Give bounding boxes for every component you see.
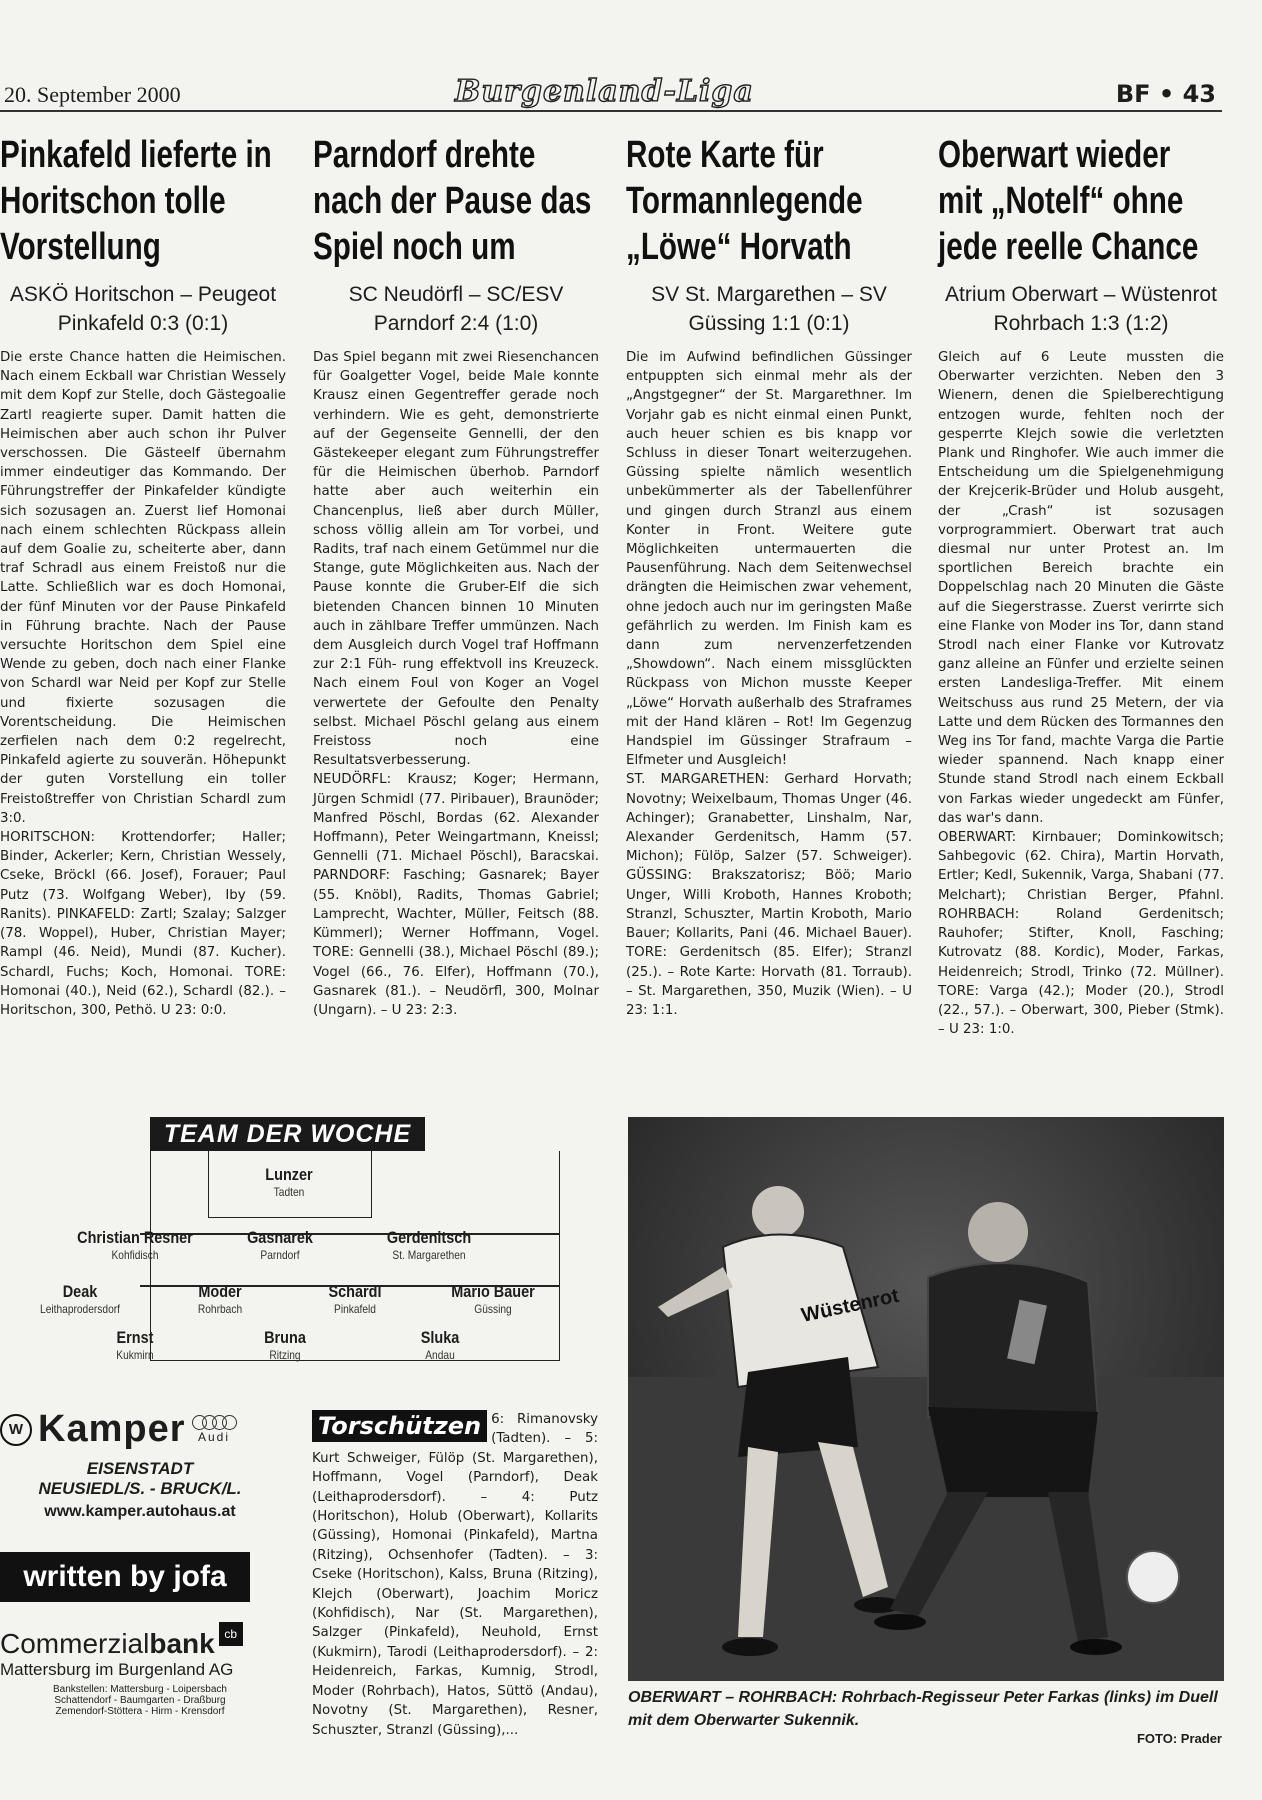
bank-subtitle: Mattersburg im Burgenland AG	[0, 1660, 234, 1679]
player-club: Kukmirn	[116, 1348, 154, 1362]
player-forward	[365, 1328, 515, 1362]
player-name: Deak	[62, 1282, 98, 1301]
article-body	[626, 348, 912, 1020]
kamper-location1: EISENSTADT	[86, 1459, 194, 1478]
bank-name-part2: bank	[149, 1628, 215, 1659]
kamper-name: Kamper	[38, 1408, 186, 1450]
article-text: Die im Aufwind befindlichen Güssinger entpuppten sich einmal mehr als der „Angstgegner“ der St. Margarethner. Im Vorjahr gab es nicht einmal einen Punkt, auch heuer schien es bis knapp vor Schluss in dieser Tonart weiterzugehen. Güssing spielte nämlich wesentlich unbekümmerter als der Tabellenführer und gingen durch Stranzl aus einem Konter in Front. Weitere gute Möglichkeiten untermauerten die Pausenführung. Nach dem Seitenwechsel drängten die Heimischen zwar vehement, ohne jedoch auch nur im geringsten Maße gefährlich zu werden. Im Finish kam es dann zum nervenzerfetzenden „Showdown“. Nach einem missglückten Rückpass von Michon musste Keeper „Löwe“ Horvath außerhalb des Straframes mit der Hand klären – Rot! Im Gegenzug Handspiel im Güssinger Strafraum – Elfmeter und Ausgleich!	[626, 350, 912, 769]
player-club: Andau	[425, 1348, 455, 1362]
player-name: Lunzer	[265, 1165, 313, 1184]
bank-logo-icon: cb	[219, 1622, 243, 1646]
player-forward	[210, 1328, 360, 1362]
player-club: Güssing	[474, 1302, 512, 1316]
match-photo	[628, 1117, 1224, 1681]
player-name: Bruna	[264, 1328, 306, 1347]
page-number: BF • 43	[1115, 80, 1216, 108]
bank-branches: Zemendorf-Stöttera - Hirm - Krensdorf	[55, 1706, 225, 1717]
player-forward	[60, 1328, 210, 1362]
top-scorers	[312, 1410, 598, 1740]
match-teams: SV St. Margarethen – SV Güssing 1:1 (0:1)	[651, 283, 887, 335]
player-club: Parndorf	[260, 1248, 300, 1262]
lineups: ST. MARGARETHEN: Gerhard Horvath; Novotny; Weixelbaum, Thomas Unger (46. Achinger); Granabetter, Linshalm, Nar, Alexander Gerdenitsch, Hamm (57. Michon); Fülöp, Salzer (57. Schweiger). GÜSSING: Brakszatorisz; Böö; Mario Unger, Willi Kroboth, Hannes Kroboth; Stranzl, Schuszter, Martin Kroboth, Mario Bauer; Kollarits, Pani (46. Michael Bauer). TORE: Gerdenitsch (85. Elfer); Stranzl (25.). – Rote Karte: Horvath (81. Torraub). – St. Margarethen, 350, Muzik (Wien). – U 23: 1:1.	[626, 772, 912, 1018]
player-club: Pinkafeld	[334, 1302, 376, 1316]
player-name: Gasnarek	[247, 1228, 313, 1247]
player-defender	[205, 1228, 355, 1262]
player-name: Ernst	[116, 1328, 154, 1347]
article-text: Gleich auf 6 Leute mussten die Oberwarter verzichten. Neben den 3 Wienern, denen die Spielberechtigung entzogen wurde, fehlten noch der gesperrte Klejch sowie die verletzten Plank und Ringhofer. Wie auch immer die Entscheidung um die Spielgenehmigung der Krejcerik-Brüder und Holub ausgeht, der „Crash“ ist sozusagen vorprogrammiert. Oberwart trat auch diesmal nur unter Protest an. Im sportlichen Bereich brachte ein Doppelschlag nach 20 Minuten die Gäste auf die Siegerstrasse. Zuerst verirrte sich eine Flanke von Moder ins Tor, dann stand Strodl nach einer Flanke vor Kutrovatz ganz alleine an Fünfer und erzielte seinen ersten Landesliga-Treffer. Mit einem Weitschuss aus rund 25 Metern, der via Latte und dem Rücken des Tormannes den Weg ins Tor fand, machte Varga die Partie wieder spannend. Nach knapp einer Stunde stand Strodl nach einem Eckball von Farkas wieder ungedeckt am Fünfer, das war's dann.	[938, 350, 1224, 826]
article-text: Das Spiel begann mit zwei Riesenchancen für Goalgetter Vogel, beide Male konnte Krausz einen Gegentreffer gerade noch verhindern. Wie es geht, demonstrierte auf der Gegenseite Gennelli, der den Gästekeeper elegant zum Führungstreffer für die Heimischen überhob. Parndorf hatte aber auch weiterhin ein Chancenplus, ließ aber durch Müller, schoss völlig allein am Tor vorbei, und Radits, traf nach einem Getümmel nur die Stange, gute Möglichkeiten aus. Nach der Pause konnte die Gruber-Elf die sich bietenden Chancen binnen 10 Minuten auch in zählbare Treffer ummünzen. Nach dem Ausgleich durch Vogel traf Hoffmann zur 2:1 Füh- rung effektvoll ins Kreuzeck. Nach einem Foul von Koger an Vogel verwertete der Gefoulte den Penalty selbst. Michael Pöschl gelang aus einem Freistoss noch eine Resultatsverbesserung.	[313, 350, 599, 769]
kamper-url[interactable]: www.kamper.autohaus.at	[44, 1503, 236, 1520]
player-goalkeeper	[214, 1165, 364, 1199]
section-title: Burgenland-Liga	[455, 74, 754, 109]
kamper-location2: NEUSIEDL/S. - BRUCK/L.	[38, 1479, 242, 1498]
article-body	[0, 348, 286, 1020]
player-midfielder	[145, 1282, 295, 1316]
lineups: NEUDÖRFL: Krausz; Koger; Hermann, Jürgen Schmidl (77. Piribauer), Braunöder; Manfred Pöschl, Bordas (62. Alexander Hoffmann), Peter Weingartmann, Kneissl; Gennelli (71. Michael Pöschl), Baracskai. PARNDORF: Fasching; Gasnarek; Bayer (55. Knöbl), Radits, Thomas Gabriel; Lamprecht, Wachter, Müller, Feitsch (88. Kümmerl); Werner Hoffmann, Vogel. TORE: Gennelli (38.), Michael Pöschl (89.); Vogel (66., 76. Elfer), Hoffmann (70.), Gasnarek (81.). – Neudörfl, 300, Molnar (Ungarn). – U 23: 2:3.	[313, 772, 599, 1018]
jersey-sponsor: Wüstenrot	[799, 1284, 901, 1327]
photo-credit: FOTO: Prader	[1136, 1731, 1222, 1746]
player-club: Tadten	[273, 1185, 305, 1199]
top-scorers-list: 6: Rimanovsky (Tadten). – 5: Kurt Schweiger, Fülöp (St. Margarethen), Hoffmann, Vogel (Parndorf), Deak (Leithaprodersdorf). – 4: Putz (Horitschon), Holub (Oberwart), Kollarits (Güssing), Homonai (Pinkafeld), Martna (Ritzing), Ochsenhofer (Tadten). – 3: Cseke (Horitschon), Kalss, Bruna (Ritzing), Klejch (Oberwart), Joachim Moricz (Kohfidisch), Nar (St. Margarethen), Salzger (Pinkafeld), Neuhold, Ernst (Kukmirn), Tarodi (Leithaprodersdorf). – 2: Heidenreich, Farkas, Kumnig, Strodl, Moder (Rohrbach), Hatos, Süttö (Andau), Novotny (St. Margarethen), Resner, Schuszter, Stranzl (Güssing),...	[312, 1412, 598, 1738]
audi-logo-icon	[192, 1415, 237, 1444]
match-teams: SC Neudörfl – SC/ESV Parndorf 2:4 (1:0)	[348, 283, 564, 335]
player-club: Kohfidisch	[111, 1248, 159, 1262]
lineups: OBERWART: Kirnbauer; Dominkowitsch; Sahbegovic (62. Chira), Martin Horvath, Ertler; Kedl, Sukennik, Varga, Shabani (77. Melchart); Christian Berger, Pfahnl. ROHRBACH: Roland Gerdenitsch; Rauhofer; Stifter, Knoll, Fasching; Kutrovatz (88. Kordic), Moder, Farkas, Heidenreich; Strodl, Trinko (72. Müllner). TORE: Varga (42.); Moder (20.), Strodl (22., 57.). – Oberwart, 300, Pieber (Stmk). – U 23: 1:0.	[938, 830, 1224, 1038]
photo-caption: OBERWART – ROHRBACH: Rohrbach-Regisseur Peter Farkas (links) im Duell mit dem Oberwarter Sukennik.	[628, 1689, 1218, 1729]
vw-logo-icon: W	[0, 1414, 32, 1446]
issue-date: 20. September 2000	[4, 82, 181, 107]
headline: Parndorf drehte nach der Pause das Spiel noch um	[313, 134, 592, 268]
player-name: Sluka	[420, 1328, 460, 1347]
audi-label: Audi	[197, 1430, 231, 1444]
player-name: Gerdenitsch	[386, 1228, 472, 1247]
player-name: Christian Resner	[77, 1228, 193, 1247]
team-of-week-title: TEAM DER WOCHE	[150, 1117, 425, 1151]
player-midfielder	[5, 1282, 155, 1316]
match-teams: ASKÖ Horitschon – Peugeot Pinkafeld 0:3 (0:1)	[9, 283, 277, 335]
player-midfielder	[418, 1282, 568, 1316]
player-club: Leithaprodersdorf	[40, 1302, 120, 1316]
header-rule	[0, 110, 1222, 112]
headline: Pinkafeld lieferte in Horitschon tolle Vorstellung	[0, 134, 272, 268]
headline: Oberwart wieder mit „Notelf“ ohne jede reelle Chance	[938, 134, 1199, 268]
article-oberwart	[938, 132, 1224, 1039]
player-defender	[60, 1228, 210, 1262]
article-horitschon	[0, 132, 286, 1020]
bank-branches: Schattendorf - Baumgarten - Draßburg	[54, 1695, 226, 1706]
player-defender	[354, 1228, 504, 1262]
article-body	[938, 348, 1224, 1039]
players-illustration	[628, 1117, 1224, 1681]
player-midfielder	[280, 1282, 430, 1316]
headline: Rote Karte für Tormannlegende „Löwe“ Horvath	[626, 134, 863, 268]
player-name: Mario Bauer	[451, 1282, 535, 1301]
player-name: Moder	[198, 1282, 242, 1301]
bank-branches: Bankstellen: Mattersburg - Loipersbach	[53, 1684, 227, 1695]
player-name: Schardl	[328, 1282, 382, 1301]
player-club: Ritzing	[269, 1348, 301, 1362]
match-teams: Atrium Oberwart – Wüstenrot Rohrbach 1:3 (1:2)	[945, 283, 1217, 335]
kamper-ad	[0, 1408, 280, 1538]
bank-name-part1: Commerzial	[0, 1628, 150, 1659]
author-credit: written by jofa	[0, 1552, 250, 1602]
player-club: St. Margarethen	[392, 1248, 466, 1262]
bank-ad	[0, 1622, 280, 1752]
article-st-margarethen	[626, 132, 912, 1020]
top-scorers-title: Torschützen	[312, 1410, 487, 1442]
article-text: Die erste Chance hatten die Heimischen. Nach einem Eckball war Christian Wessely mit dem Kopf zur Stelle, doch Gästegoalie Zartl reagierte super. Damit hatten die Heimischen aber auch schon ihr Pulver verschossen. Die Gästeelf übernahm immer eindeutiger das Kommando. Der Führungstreffer der Pinkafelder kündigte sich sozusagen an. Zuerst lief Homonai nach einem schlechten Rückpass allein auf dem Goalie zu, scheiterte aber, dann traf Schradl aus einem Freistoß nur die Latte. Schließlich war es doch Homonai, der fünf Minuten vor der Pause Pinkafeld in Führung brachte. Nach der Pause versuchte Horitschon dem Spiel eine Wende zu geben, doch nach einer Flanke von Schardl war Neid per Kopf zur Stelle und fixierte sozusagen die Vorentscheidung. Die Heimischen zerfielen nach dem 0:2 regelrecht, Pinkafeld agierte zu souverän. Höhepunkt der guten Vorstellung ein toller Freistoßtreffer von Christian Schardl zum 3:0.	[0, 350, 286, 826]
article-neudoerfl	[313, 132, 599, 1020]
lineups: HORITSCHON: Krottendorfer; Haller; Binder, Ackerler; Kern, Christian Wessely, Cseke, Bröckl (66. Josef), Forauer; Paul Putz (73. Wolfgang Weber), Iby (59. Ranits). PINKAFELD: Zartl; Szalay; Salzger (78. Woppel), Huber, Christian Mayer; Rampl (46. Neid), Mundi (87. Kucher). Schardl, Fuchs; Koch, Homonai. TORE: Homonai (40.), Neid (62.), Schardl (82.). – Horitschon, 300, Pethö. U 23: 0:0.	[0, 830, 286, 1018]
player-club: Rohrbach	[197, 1302, 243, 1316]
article-body	[313, 348, 599, 1020]
